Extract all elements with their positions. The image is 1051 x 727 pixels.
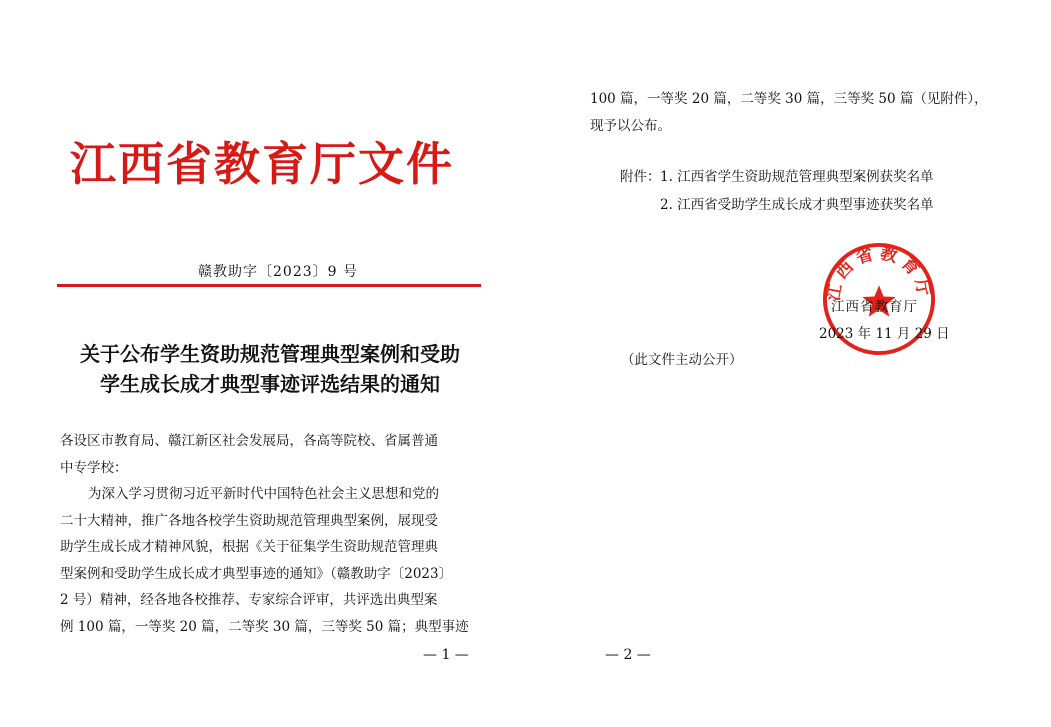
page-number: — 2 — bbox=[605, 647, 651, 663]
notice-title-line: 学生成长成才典型事迹评选结果的通知 bbox=[100, 372, 440, 396]
notice-title bbox=[50, 339, 490, 399]
red-divider-line bbox=[57, 284, 481, 287]
body-line: 各设区市教育局、赣江新区社会发展局，各高等院校、省属普通 bbox=[60, 433, 438, 449]
page-number: — 1 — bbox=[423, 647, 469, 663]
body-line: 助学生成长成才精神风貌，根据《关于征集学生资助规范管理典 bbox=[60, 539, 438, 555]
body-line: 100 篇，一等奖 20 篇，二等奖 30 篇，三等奖 50 篇（见附件）， bbox=[590, 91, 988, 107]
issue-date: 2023 年 11 月 29 日 bbox=[819, 326, 950, 342]
attachments-section bbox=[620, 163, 934, 219]
notice-title-line: 关于公布学生资助规范管理典型案例和受助 bbox=[80, 342, 460, 366]
body-continuation bbox=[590, 86, 1020, 140]
body-line: 中专学校： bbox=[60, 459, 128, 476]
attachment-item: 2. 江西省受助学生成长成才典型事迹获奖名单 bbox=[660, 197, 934, 213]
issuing-authority: 江西省教育厅 bbox=[831, 299, 918, 315]
body-line: 现予以公布。 bbox=[590, 118, 671, 134]
body-line: 型案例和受助学生成长成才典型事迹的通知》（赣教助字〔2023〕 bbox=[60, 565, 453, 582]
body-line: 2 号）精神，经各地各校推荐、专家综合评审，共评选出典型案 bbox=[60, 592, 438, 608]
body-line: 为深入学习贯彻习近平新时代中国特色社会主义思想和党的 bbox=[88, 486, 439, 502]
svg-text:江西省教育厅: 江西省教育厅 bbox=[822, 242, 936, 303]
attachments-label: 附件： bbox=[620, 169, 661, 185]
notice-body bbox=[60, 428, 480, 640]
document-page-1 bbox=[0, 0, 525, 727]
document-number: 赣教助字〔2023〕9 号 bbox=[198, 264, 358, 280]
body-line: 二十大精神，推广各地各校学生资助规范管理典型案例，展现受 bbox=[60, 512, 438, 529]
public-disclosure-note: （此文件主动公开） bbox=[621, 352, 743, 368]
attachment-item: 1. 江西省学生资助规范管理典型案例获奖名单 bbox=[660, 169, 934, 185]
document-page-2 bbox=[525, 0, 1051, 727]
body-line: 例 100 篇，一等奖 20 篇，二等奖 30 篇，三等奖 50 篇；典型事迹 bbox=[60, 618, 469, 635]
document-header-title: 江西省教育厅文件 bbox=[70, 137, 454, 191]
